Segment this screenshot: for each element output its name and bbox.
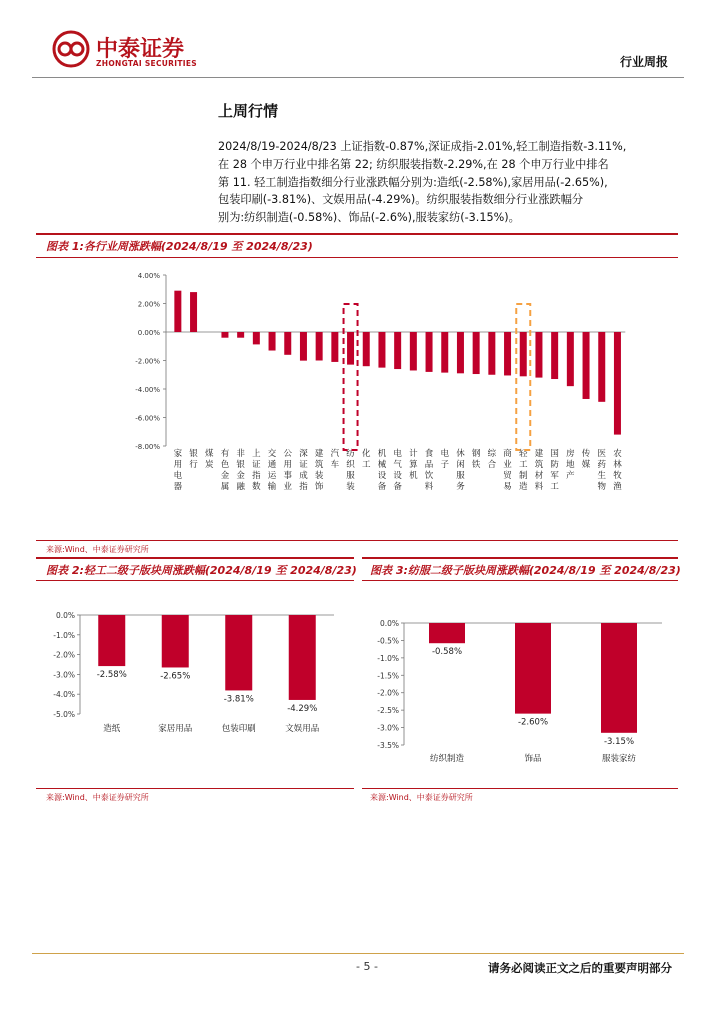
y-tick-label: 0.00%: [137, 329, 160, 337]
logo-cn-text: 中泰证券: [96, 37, 185, 62]
bar-data-label: -2.60%: [517, 717, 549, 728]
highlight-box: [344, 304, 358, 450]
y-tick-label: 0.0%: [379, 619, 399, 628]
figure1-source: 来源:Wind、中泰证券研究所: [46, 545, 149, 554]
x-tick-label: 合: [487, 460, 497, 470]
x-tick-label: 输: [267, 482, 277, 492]
x-tick-label: 服: [346, 471, 355, 481]
x-tick-label: 化: [361, 449, 371, 459]
x-tick-label: 器: [173, 482, 183, 492]
y-tick-label: -3.5%: [377, 741, 399, 750]
x-tick-label: 家居用品: [158, 724, 193, 734]
x-tick-label: 运: [267, 471, 277, 481]
x-tick-label: 通: [267, 460, 277, 470]
bar: [331, 332, 338, 362]
bar: [429, 623, 465, 643]
y-tick-label: -5.0%: [53, 710, 75, 719]
bar: [253, 332, 260, 344]
paragraph-line: 包装印刷(-3.81%)、文娱用品(-4.29%)。纺织服装指数细分行业涨跌幅分: [218, 193, 584, 207]
x-tick-label: 属: [220, 482, 230, 492]
bar: [162, 615, 189, 667]
figure2-top-rule: [36, 557, 354, 559]
paragraph-line: 第 11. 轻工制造指数细分行业涨跌幅分别为:造纸(-2.58%),家居用品(-2.65%),: [218, 175, 608, 189]
bar-data-label: -0.58%: [431, 647, 463, 658]
x-tick-label: 炭: [204, 460, 214, 470]
figure2-title: 图表 2:轻工二级子版块周涨跌幅(2024/8/19 至 2024/8/23): [46, 564, 357, 577]
x-tick-label: 工: [518, 460, 528, 470]
x-tick-label: 汽: [330, 449, 340, 459]
x-tick-label: 指: [252, 471, 261, 481]
x-tick-label: 休: [456, 449, 465, 459]
bar: [378, 332, 385, 368]
bar: [551, 332, 558, 379]
x-tick-label: 制: [518, 471, 528, 481]
y-tick-label: -3.0%: [377, 723, 399, 733]
bar: [269, 332, 276, 351]
x-tick-label: 料: [424, 482, 434, 492]
paragraph-line: 2024/8/19-2024/8/23 上证指数-0.87%,深证成指-2.01%,轻工制造指数-3.11%,: [218, 140, 627, 153]
y-tick-label: -1.0%: [377, 653, 399, 663]
x-tick-label: 设: [393, 471, 402, 481]
x-tick-label: 筑: [314, 460, 324, 470]
bar: [515, 623, 551, 714]
y-tick-label: -4.00%: [135, 386, 160, 394]
x-tick-label: 造纸: [103, 724, 121, 734]
x-tick-label: 煤: [204, 449, 214, 459]
bar: [567, 332, 574, 386]
x-tick-label: 务: [456, 482, 465, 492]
y-tick-label: -2.0%: [53, 650, 75, 660]
x-tick-label: 设: [377, 471, 387, 481]
x-tick-label: 电: [440, 449, 450, 459]
y-tick-label: 2.00%: [137, 300, 160, 309]
bar: [457, 332, 464, 373]
x-tick-label: 指: [299, 482, 308, 492]
x-tick-label: 建: [534, 449, 544, 459]
x-tick-label: 色: [220, 460, 230, 470]
bar: [520, 332, 527, 376]
x-tick-label: 家: [173, 449, 183, 459]
y-tick-label: -0.5%: [377, 636, 399, 646]
highlight-box: [516, 304, 530, 450]
x-tick-label: 物: [597, 482, 607, 492]
x-tick-label: 铁: [471, 460, 481, 470]
x-tick-label: 饰品: [524, 754, 542, 764]
y-tick-label: -2.0%: [377, 688, 399, 698]
x-tick-label: 纺织制造: [429, 754, 465, 764]
x-tick-label: 金: [220, 471, 230, 481]
x-tick-label: 服: [456, 471, 465, 481]
y-tick-label: -2.5%: [377, 706, 399, 716]
paragraph-line: 在 28 个申万行业中排名第 22; 纺织服装指数-2.29%,在 28 个申万行业中排名: [218, 157, 609, 171]
x-tick-label: 建: [314, 449, 324, 459]
bar-data-label: -3.15%: [603, 736, 635, 747]
x-tick-label: 算: [409, 460, 418, 470]
y-tick-label: -1.5%: [377, 671, 399, 681]
page-number: - 5 -: [356, 960, 378, 973]
y-tick-label: 0.0%: [55, 611, 75, 620]
bar: [221, 332, 228, 338]
bar: [535, 332, 542, 378]
x-tick-label: 子: [440, 460, 450, 470]
bar: [410, 332, 417, 370]
x-tick-label: 银: [189, 449, 198, 459]
bar: [441, 332, 448, 373]
x-tick-label: 机: [377, 449, 387, 459]
bar-data-label: -2.58%: [96, 670, 127, 681]
figure3-source: 来源:Wind、中泰证券研究所: [370, 793, 473, 802]
x-tick-label: 造: [518, 482, 528, 492]
x-tick-label: 农: [613, 449, 622, 459]
x-tick-label: 金: [236, 471, 245, 481]
bar: [488, 332, 495, 375]
x-tick-label: 银: [236, 460, 245, 470]
x-tick-label: 业: [283, 482, 293, 492]
y-tick-label: -3.0%: [53, 670, 75, 680]
x-tick-label: 传: [581, 449, 591, 459]
x-tick-label: 筑: [534, 460, 544, 470]
bar-data-label: -2.65%: [160, 671, 191, 682]
x-tick-label: 用: [173, 460, 183, 470]
bar: [300, 332, 307, 361]
y-tick-label: 4.00%: [137, 272, 160, 280]
bar: [316, 332, 323, 361]
x-tick-label: 备: [377, 482, 387, 492]
section-title: 上周行情: [218, 102, 279, 120]
x-tick-label: 工: [550, 482, 559, 492]
x-tick-label: 成: [299, 471, 308, 481]
x-tick-label: 地: [566, 460, 575, 470]
x-tick-label: 文娱用品: [285, 724, 320, 734]
bar: [190, 292, 197, 332]
x-tick-label: 易: [503, 482, 512, 492]
x-tick-label: 有: [220, 449, 230, 459]
x-tick-label: 证: [299, 460, 308, 470]
x-tick-label: 深: [299, 449, 308, 459]
figure2-source: 来源:Wind、中泰证券研究所: [46, 793, 149, 802]
bar: [98, 615, 125, 666]
bar: [614, 332, 621, 435]
bar: [426, 332, 433, 372]
x-tick-label: 电: [393, 449, 402, 459]
x-tick-label: 材: [534, 471, 544, 481]
x-tick-label: 上: [252, 449, 261, 459]
x-tick-label: 服装家纺: [601, 754, 637, 764]
figure3-title-rule: [362, 580, 678, 581]
x-tick-label: 生: [597, 471, 607, 481]
x-tick-label: 备: [393, 482, 402, 492]
figure1-title-rule: [36, 257, 678, 258]
x-tick-label: 媒: [581, 460, 591, 470]
bar: [237, 332, 244, 338]
bar: [225, 615, 252, 690]
x-tick-label: 综: [487, 449, 497, 459]
bar: [347, 332, 354, 365]
x-tick-label: 非: [236, 449, 245, 459]
figure2-title-rule: [36, 580, 354, 581]
bar: [583, 332, 590, 399]
x-tick-label: 机: [409, 471, 418, 481]
bar: [598, 332, 605, 402]
x-tick-label: 渔: [613, 482, 622, 492]
figure1-title: 图表 1:各行业周涨跌幅(2024/8/19 至 2024/8/23): [46, 240, 313, 253]
logo-en-text: ZHONGTAI SECURITIES: [96, 59, 197, 68]
x-tick-label: 贸: [503, 471, 512, 481]
x-tick-label: 防: [550, 460, 559, 470]
x-tick-label: 轻: [518, 449, 528, 459]
x-tick-label: 品: [424, 460, 434, 470]
x-tick-label: 行: [189, 460, 198, 470]
x-tick-label: 织: [346, 460, 355, 470]
document-type: 行业周报: [619, 55, 668, 69]
industry-weekly-change-chart: [36, 260, 678, 538]
x-tick-label: 电: [173, 471, 183, 481]
bar: [174, 291, 181, 332]
bar-data-label: -4.29%: [287, 703, 318, 714]
x-tick-label: 牧: [613, 471, 622, 481]
paragraph-line: 别为:纺织制造(-0.58%)、饰品(-2.6%),服装家纺(-3.15%)。: [218, 211, 520, 225]
figure2-bottom-rule: [36, 788, 354, 789]
bar: [363, 332, 370, 366]
bar: [289, 615, 316, 700]
bar: [473, 332, 480, 374]
bar: [601, 623, 637, 733]
x-tick-label: 食: [424, 449, 434, 459]
figure3-title: 图表 3:纺服二级子版块周涨跌幅(2024/8/19 至 2024/8/23): [370, 564, 681, 577]
x-tick-label: 商: [503, 449, 512, 459]
x-tick-label: 药: [597, 460, 607, 470]
x-tick-label: 闲: [456, 460, 465, 470]
y-tick-label: -8.00%: [135, 443, 160, 451]
x-tick-label: 车: [330, 460, 340, 470]
x-tick-label: 公: [283, 449, 293, 459]
x-tick-label: 纺: [346, 449, 355, 459]
textile-apparel-subsector-chart: [362, 583, 678, 783]
x-tick-label: 饮: [424, 471, 434, 481]
x-tick-label: 装: [346, 482, 355, 492]
company-logo: [52, 30, 197, 72]
footer-divider: [32, 953, 684, 954]
x-tick-label: 融: [236, 482, 245, 492]
x-tick-label: 军: [550, 471, 559, 481]
x-tick-label: 包装印刷: [221, 724, 256, 734]
figure1-bottom-rule: [36, 540, 678, 541]
header-divider: [32, 77, 684, 78]
x-tick-label: 用: [283, 460, 293, 470]
logo-emblem-icon: [52, 30, 90, 68]
x-tick-label: 医: [597, 449, 607, 459]
y-tick-label: -1.0%: [53, 630, 75, 640]
x-tick-label: 房: [566, 449, 575, 459]
x-tick-label: 饰: [314, 482, 324, 492]
x-tick-label: 气: [393, 460, 402, 470]
y-tick-label: -6.00%: [135, 414, 160, 423]
x-tick-label: 林: [613, 460, 622, 470]
x-tick-label: 业: [503, 460, 512, 470]
x-tick-label: 工: [361, 460, 371, 470]
x-tick-label: 数: [252, 482, 261, 492]
light-industry-subsector-chart: [36, 583, 354, 783]
y-tick-label: -2.00%: [135, 357, 160, 366]
x-tick-label: 交: [267, 449, 277, 459]
x-tick-label: 证: [252, 460, 261, 470]
figure1-top-rule: [36, 233, 678, 235]
figure3-bottom-rule: [362, 788, 678, 789]
x-tick-label: 产: [566, 471, 575, 481]
summary-paragraph: [218, 138, 670, 227]
figure3-top-rule: [362, 557, 678, 559]
x-tick-label: 料: [534, 482, 544, 492]
x-tick-label: 计: [409, 449, 418, 459]
x-tick-label: 国: [550, 449, 559, 459]
y-tick-label: -4.0%: [53, 690, 75, 700]
bar: [394, 332, 401, 369]
bar-data-label: -3.81%: [223, 694, 254, 705]
x-tick-label: 事: [283, 471, 293, 481]
x-tick-label: 钢: [471, 449, 481, 459]
x-tick-label: 装: [314, 471, 324, 481]
bar: [284, 332, 291, 355]
x-tick-label: 械: [377, 460, 387, 470]
bar: [504, 332, 511, 375]
footer-disclaimer: 请务必阅读正文之后的重要声明部分: [488, 961, 672, 975]
